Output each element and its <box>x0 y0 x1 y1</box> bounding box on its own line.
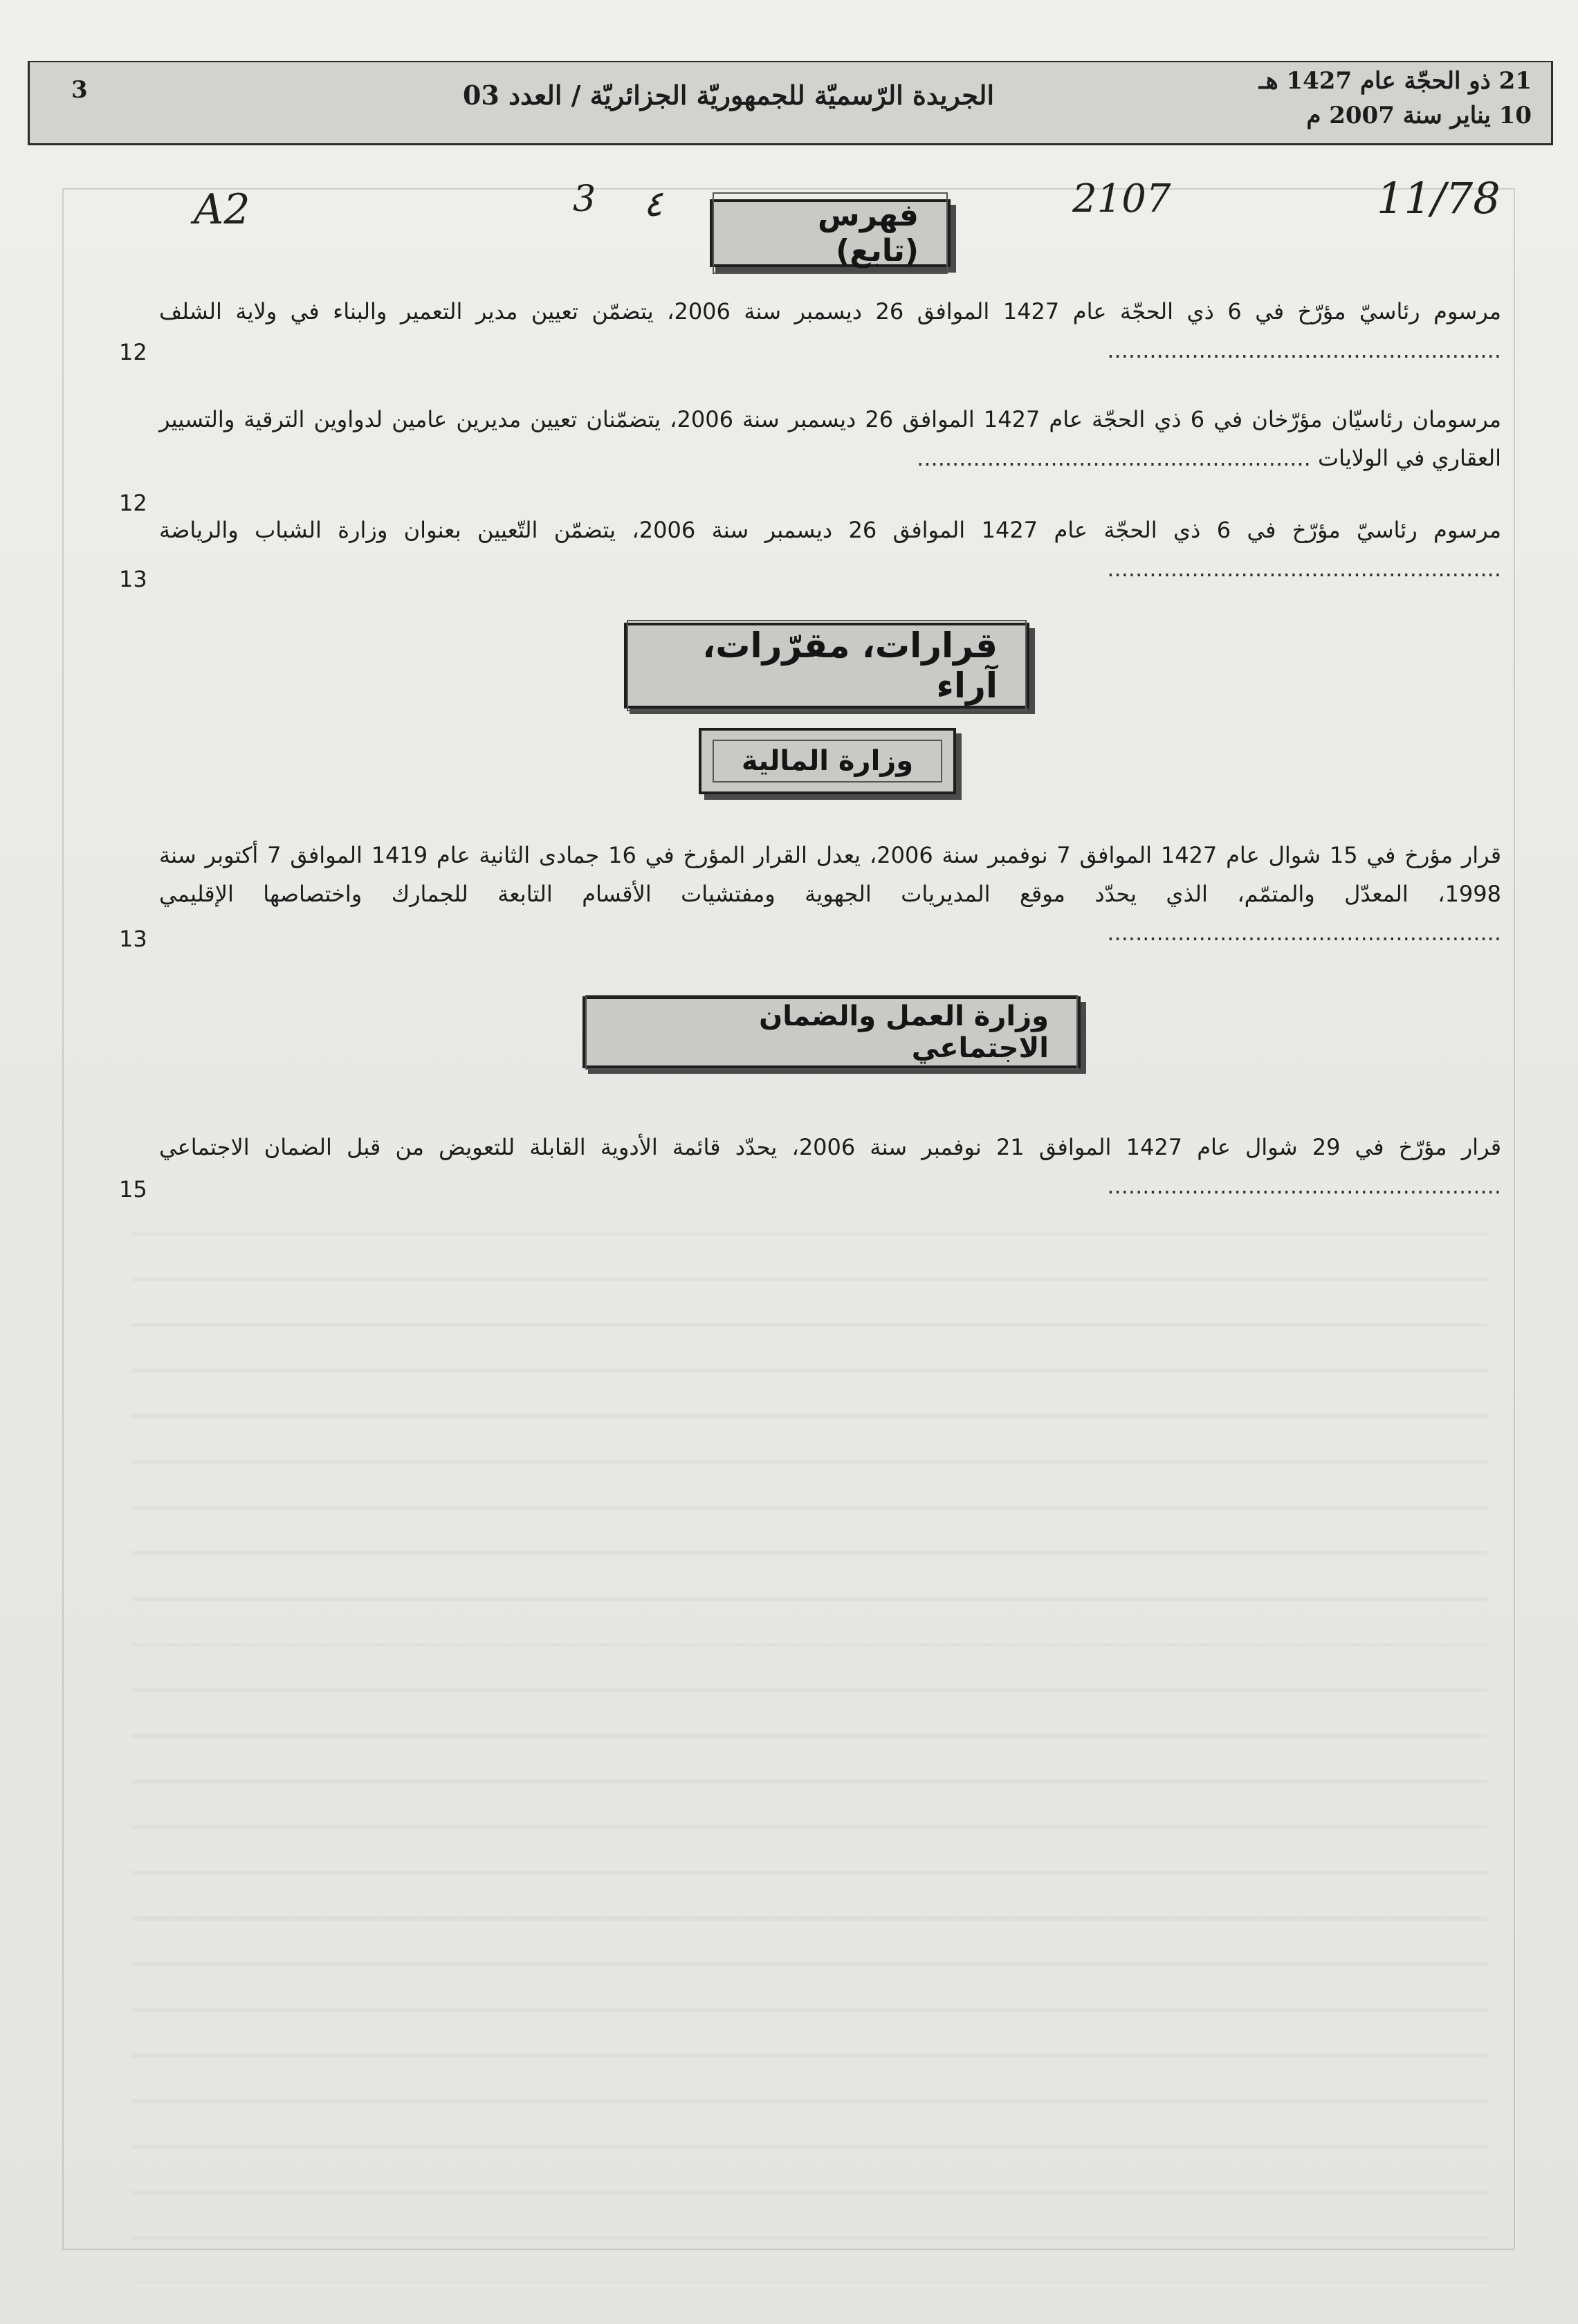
decree-2-text: مرسومان رئاسيّان مؤرّخان في 6 ذي الحجّة عام 1427 الموافق 26 ديسمبر سنة 2006، يتضمّنان تعيين مديرين عامين لدواوين الترقية والتسيير العقاري في الولايات <box>159 406 1502 471</box>
leader-dots: ........................................................ <box>1107 556 1501 582</box>
content-frame <box>62 188 1515 2250</box>
index-title: فهرس (تابع) <box>713 192 948 274</box>
ministry-labour-box <box>582 996 1081 1068</box>
handwritten-year: 2107 <box>1072 176 1171 221</box>
leader-dots: ........................................................ <box>917 445 1311 471</box>
decree-entry-2 <box>159 400 1501 477</box>
decree-entry-1 <box>159 292 1501 369</box>
decree-1-page: 12 <box>119 339 147 365</box>
decree-2-page: 12 <box>119 490 147 516</box>
ministry-finance-title: وزارة المالية <box>713 740 942 783</box>
section-title-box <box>624 623 1029 708</box>
header-dates <box>1241 64 1532 133</box>
ministry-finance-box <box>699 728 956 794</box>
leader-dots: ........................................................ <box>1107 919 1501 946</box>
leader-dots: ........................................................ <box>1107 1173 1501 1199</box>
index-title-box <box>710 199 951 267</box>
finance-entry-page: 13 <box>119 926 147 952</box>
labour-entry <box>159 1128 1501 1205</box>
header-page-number: 3 <box>71 76 88 104</box>
decree-3-page: 13 <box>119 566 147 592</box>
labour-entry-text: قرار مؤرّخ في 29 شوال عام 1427 الموافق 21 نوفمبر سنة 2006، يحدّد قائمة الأدوية القابلة للتعويض من قبل الضمان الاجتماعي <box>159 1134 1502 1160</box>
decree-1-text: مرسوم رئاسيّ مؤرّخ في 6 ذي الحجّة عام 1427 الموافق 26 ديسمبر سنة 2006، يتضمّن تعيين مدير التعمير والبناء في ولاية الشلف <box>159 298 1502 324</box>
finance-entry-text: قرار مؤرخ في 15 شوال عام 1427 الموافق 7 نوفمبر سنة 2006، يعدل القرار المؤرخ في 16 جمادى الثانية عام 1419 الموافق 7 أكتوبر سنة 1998، المعدّل والمتمّم، الذي يحدّد موقع المديريات الجهوية ومفتشيات الأقسام التابعة للجمارك واختصاصها الإقليمي <box>159 842 1502 907</box>
hijri-date: 21 ذو الحجّة عام 1427 هـ <box>1258 67 1532 95</box>
leader-dots: ........................................................ <box>1107 337 1501 363</box>
section-title: قرارات، مقرّرات، آراء <box>627 620 1027 711</box>
gregorian-date: 10 يناير سنة 2007 م <box>1306 102 1532 129</box>
handwritten-4: ٤ <box>643 183 663 225</box>
handwritten-a2: A2 <box>194 185 250 234</box>
finance-entry <box>159 836 1501 952</box>
decree-entry-3 <box>159 511 1501 588</box>
handwritten-3: 3 <box>573 179 596 220</box>
gazette-header <box>28 61 1553 145</box>
ministry-labour-title: وزارة العمل والضمان الاجتماعي <box>585 995 1078 1070</box>
gazette-title: الجريدة الرّسميّة للجمهوريّة الجزائريّة / العدد 03 <box>462 80 995 111</box>
labour-entry-page: 15 <box>119 1176 147 1202</box>
decree-3-text: مرسوم رئاسيّ مؤرّخ في 6 ذي الحجّة عام 1427 الموافق 26 ديسمبر سنة 2006، يتضمّن التّعيين بعنوان وزارة الشباب والرياضة <box>159 517 1502 543</box>
handwritten-ref: 11/78 <box>1377 173 1501 223</box>
